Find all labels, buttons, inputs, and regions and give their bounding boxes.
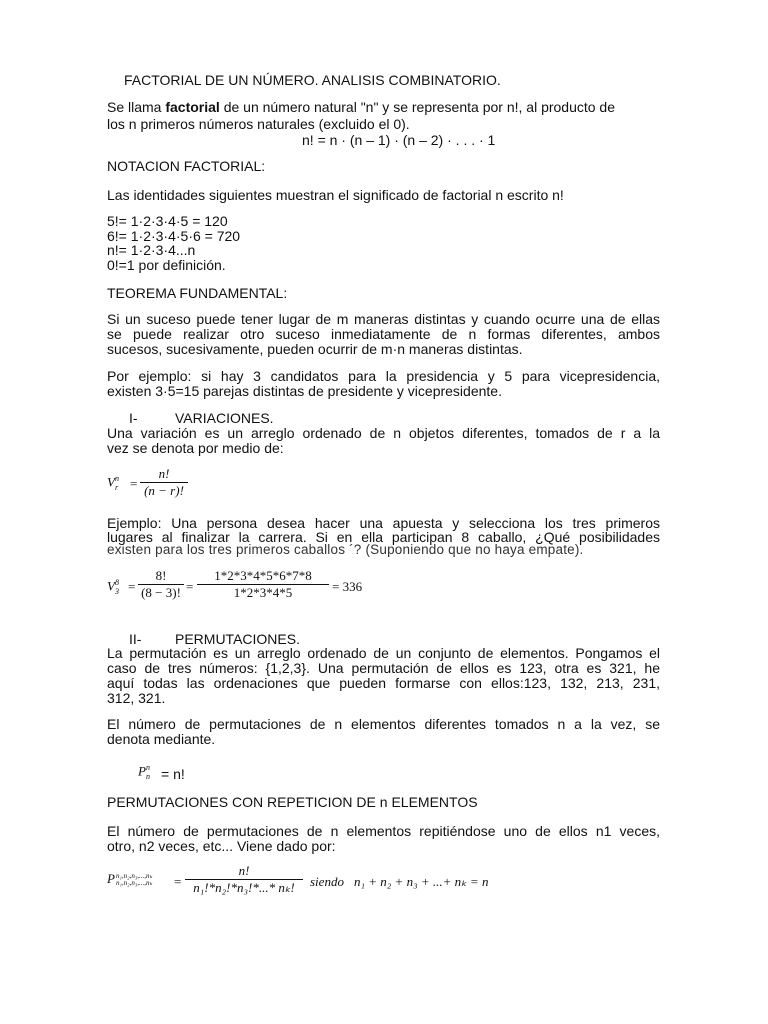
repeticion-heading: PERMUTACIONES CON REPETICION DE n ELEMENTOS (107, 794, 478, 810)
formula-fraction (140, 466, 188, 499)
formula-symbol: $P^n_n$ (138, 763, 150, 781)
intro-text: Se llama (107, 99, 166, 115)
notacion-description: Las identidades siguientes muestran el significado de factorial n escrito n! (107, 187, 564, 203)
formula-result: = n! (161, 766, 185, 782)
permutaciones-line: La permutación es un arreglo ordenado de un conjunto de elementos. Pongamos el (107, 645, 660, 661)
formula-equals: = (128, 579, 136, 594)
ejemplo-line: existen para los tres primeros caballos ´? (Suponiendo que no haya empate). (107, 542, 584, 557)
formula-symbol: $V^8_3$ (107, 578, 119, 596)
formula-symbol: $V^n_r$ (107, 474, 119, 492)
formula-equals: = (130, 476, 138, 491)
intro-bold-term: factorial (165, 99, 220, 115)
intro-text: de un número natural "n" y se representa por n!, al producto de (219, 99, 616, 115)
fraction-numerator: 1*2*3*4*5*6*7*8 (214, 568, 312, 583)
fraction-denominator: (n − r)! (144, 483, 184, 498)
page-title: FACTORIAL DE UN NÚMERO. ANALISIS COMBINATORIO. (124, 72, 501, 88)
fraction-numerator: 8! (155, 568, 167, 583)
intro-line-1 (107, 99, 660, 115)
variaciones-numeral: I- (129, 410, 138, 426)
formula-siendo: siendo (310, 874, 344, 889)
formula-symbol: P n₁,n₂,n₃,...,nₖ n₁,n₂,n₃,...,nₖ (107, 871, 153, 888)
ejemplo-line: lugares al finalizar la carrera. Si en ella participan 8 caballo, ¿Qué posibilidades (107, 529, 660, 545)
repeticion-line: otro, n2 veces, etc... Viene dado por: (107, 838, 336, 854)
teorema-example-line: Por ejemplo: si hay 3 candidatos para la presidencia y 5 para vicepresidencia, (107, 368, 660, 384)
factorial-formula: n! = n · (n – 1) · (n – 2) · . . . · 1 (302, 132, 496, 148)
notacion-example: 6!= 1·2·3·4·5·6 = 720 (107, 228, 241, 244)
variaciones-line: vez se denota por medio de: (107, 440, 284, 456)
repeticion-line: El número de permutaciones de n elementos repitiéndose uno de ellos n1 veces, (107, 823, 660, 839)
variaciones-heading: VARIACIONES. (175, 410, 274, 426)
fraction-numerator: n! (158, 466, 170, 481)
formula-condition: n₁ + n₂ + n₃ + ...+ nₖ = n (354, 874, 489, 889)
teorema-line: se puede realizar otro suceso inmediatamente de n formas diferentes, ambos (107, 326, 660, 342)
permutaciones-line: denota mediante. (107, 731, 216, 747)
formula-equals: = (186, 579, 194, 594)
fraction-denominator: n₁!*n₂!*n₃!*...* nₖ! (193, 880, 295, 895)
permutaciones-line: caso de tres números: {1,2,3}. Una permutación de ellos es 123, otra es 321, he (107, 660, 660, 676)
notacion-example: 5!= 1·2·3·4·5 = 120 (107, 213, 228, 229)
permutaciones-line: aquí todas las ordenaciones que pueden formarse con ellos:123, 132, 213, 231, (107, 675, 660, 691)
fraction-denominator: 1*2*3*4*5 (233, 585, 293, 600)
formula-result: = 336 (332, 579, 363, 594)
formula-fraction (185, 863, 303, 896)
permutaciones-heading: PERMUTACIONES. (175, 631, 300, 647)
fraction-numerator: n! (238, 863, 250, 878)
fraction-denominator: (8 − 3)! (141, 585, 181, 600)
teorema-heading: TEOREMA FUNDAMENTAL: (107, 285, 288, 301)
formula-equals: = (174, 874, 182, 889)
permutaciones-line: 312, 321. (107, 690, 166, 706)
intro-line-2: los n primeros números naturales (excluido el 0). (107, 116, 410, 132)
notacion-example: 0!=1 por definición. (107, 257, 226, 273)
permutaciones-line: El número de permutaciones de n elementos diferentes tomados n a la vez, se (107, 716, 660, 732)
variaciones-line: Una variación es un arreglo ordenado de n objetos diferentes, tomados de r a la (107, 425, 660, 441)
formula-fraction (197, 568, 329, 601)
formula-fraction (138, 568, 184, 601)
notacion-heading: NOTACION FACTORIAL: (107, 158, 266, 174)
teorema-line: sucesos, sucesivamente, pueden ocurrir de m·n maneras distintas. (107, 341, 523, 357)
notacion-example: n!= 1·2·3·4...n (107, 242, 196, 258)
permutaciones-numeral: II- (129, 631, 142, 647)
teorema-line: Si un suceso puede tener lugar de m maneras distintas y cuando ocurre una de ellas (107, 311, 660, 327)
teorema-example-line: existen 3·5=15 parejas distintas de presidente y vicepresidente. (107, 383, 502, 399)
ejemplo-line: Ejemplo: Una persona desea hacer una apuesta y selecciona los tres primeros (107, 515, 660, 531)
